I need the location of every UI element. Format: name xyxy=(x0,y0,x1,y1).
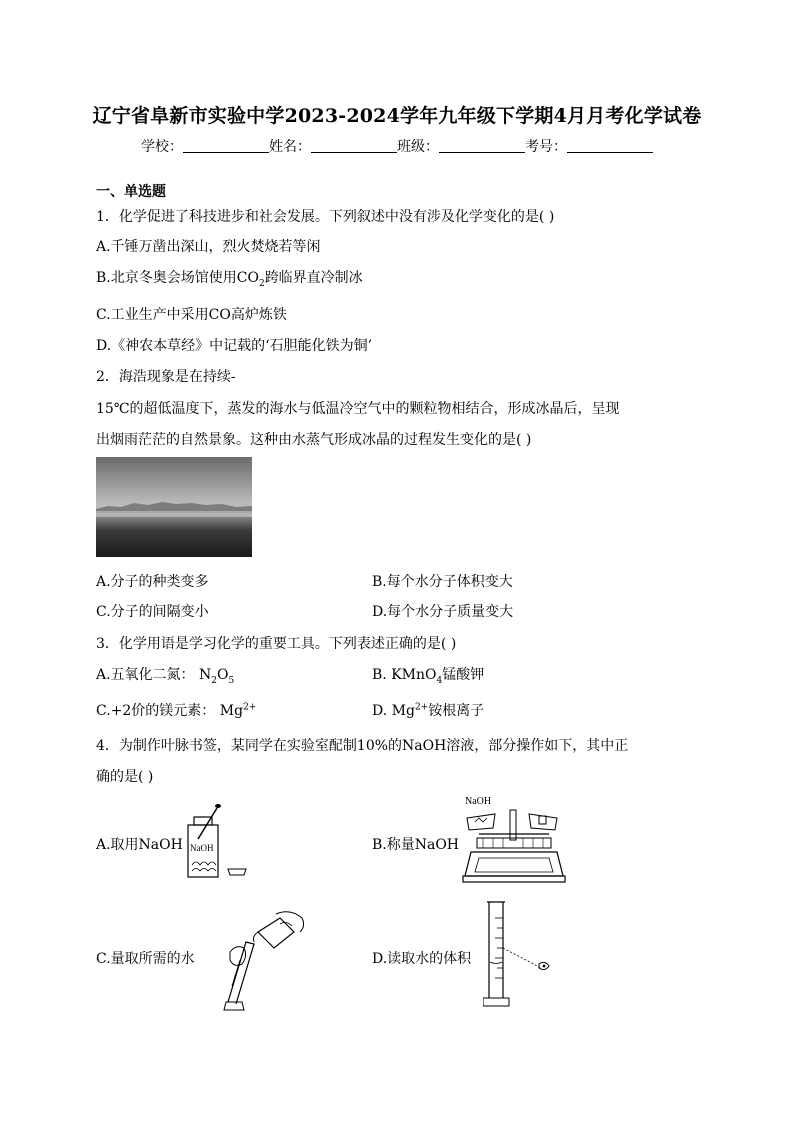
q2-stem-line3: 出烟雨茫茫的自然景象。这种由水蒸气形成冰晶的过程发生变化的是( ) xyxy=(96,432,532,448)
q1-b-formula: CO xyxy=(236,270,259,286)
q3-a-o: O xyxy=(217,667,229,683)
q3-stem: 3．化学用语是学习化学的重要工具。下列表述正确的是( ) xyxy=(96,636,457,652)
q3-d-formula: Mg xyxy=(391,703,415,719)
q3-a-sub1: 2 xyxy=(211,675,217,686)
q1-option-a[interactable]: A.千锤万凿出深山，烈火焚烧若等闲 xyxy=(96,239,321,255)
q3-b-text-end: 锰酸钾 xyxy=(442,667,485,683)
pouring-water-cylinder-illustration xyxy=(214,906,310,1012)
q2-stem-line1: 2．海浩现象是在持续- xyxy=(96,369,236,385)
q2-option-b[interactable]: B.每个水分子体积变大 xyxy=(372,574,513,590)
q3-option-a[interactable] xyxy=(96,664,234,686)
school-blank[interactable] xyxy=(183,138,269,153)
class-blank[interactable] xyxy=(439,138,525,153)
q3-a-n: N xyxy=(199,667,212,683)
q3-c-text: C.+2价的镁元素： xyxy=(96,703,216,719)
q3-d-text: D. xyxy=(372,703,388,719)
q3-a-sub2: 5 xyxy=(228,675,235,686)
q1-option-d[interactable]: D.《神农本草经》中记载的‘石胆能化铁为铜’ xyxy=(96,338,373,354)
class-label: 班级： xyxy=(397,139,439,155)
name-label: 姓名： xyxy=(269,139,311,155)
q1-option-c[interactable]: C.工业生产中采用CO高炉炼铁 xyxy=(96,307,287,323)
q4-option-a[interactable]: A.取用NaOH xyxy=(96,837,183,853)
q1-option-b[interactable] xyxy=(96,267,363,289)
q3-option-d[interactable] xyxy=(372,700,484,720)
balance-label: NaOH xyxy=(465,796,492,807)
q4-option-d[interactable]: D.读取水的体积 xyxy=(372,951,472,967)
bottle-label: NaOH xyxy=(190,843,214,853)
q1-b-text-end: 跨临界直冷制冰 xyxy=(264,270,363,286)
q3-d-text-end: 铵根离子 xyxy=(428,703,485,719)
section-heading: 一、单选题 xyxy=(96,184,166,200)
q3-b-text: B. xyxy=(372,667,387,683)
q2-option-d[interactable]: D.每个水分子质量变大 xyxy=(372,604,514,620)
q3-c-sup: 2+ xyxy=(243,702,257,713)
q1-stem: 1．化学促进了科技进步和社会发展。下列叙述中没有涉及化学变化的是( ) xyxy=(96,209,555,225)
q4-option-c[interactable]: C.量取所需的水 xyxy=(96,951,195,967)
q1-b-text: B.北京冬奥会场馆使用 xyxy=(96,270,237,286)
q3-c-formula: Mg xyxy=(219,703,244,719)
school-label: 学校： xyxy=(141,139,183,155)
q3-option-c[interactable] xyxy=(96,700,256,720)
balance-scale-illustration xyxy=(459,792,569,888)
q3-d-sup: 2+ xyxy=(414,702,429,713)
q3-b-sub: 4 xyxy=(436,675,443,686)
reagent-bottle-spoon-illustration xyxy=(184,803,254,883)
q4-option-b[interactable]: B.称量NaOH xyxy=(372,837,460,853)
q2-stem-line2: 15℃的超低温度下，蒸发的海水与低温冷空气中的颗粒物相结合，形成冰晶后，呈现 xyxy=(96,401,620,417)
q4-stem-line2: 确的是( ) xyxy=(96,769,154,785)
q4-stem-line1: 4．为制作叶脉书签，某同学在实验室配制10%的NaOH溶液，部分操作如下，其中正 xyxy=(96,738,629,754)
id-blank[interactable] xyxy=(567,138,653,153)
page-title: 辽宁省阜新市实验中学2023-2024学年九年级下学期4月月考化学试卷 xyxy=(92,105,702,127)
q3-a-text: A.五氧化二氮： xyxy=(96,667,195,683)
q3-option-b[interactable] xyxy=(372,664,484,686)
q2-option-c[interactable]: C.分子的间隔变小 xyxy=(96,604,209,620)
q1-b-subscript: 2 xyxy=(258,278,265,289)
reading-cylinder-illustration xyxy=(483,898,561,1008)
student-info-line xyxy=(0,136,794,156)
name-blank[interactable] xyxy=(311,138,397,153)
q2-option-a[interactable]: A.分子的种类变多 xyxy=(96,574,209,590)
id-label: 考号： xyxy=(525,139,567,155)
sea-smoke-photo xyxy=(96,457,252,557)
q3-b-formula: KMnO xyxy=(391,667,437,683)
